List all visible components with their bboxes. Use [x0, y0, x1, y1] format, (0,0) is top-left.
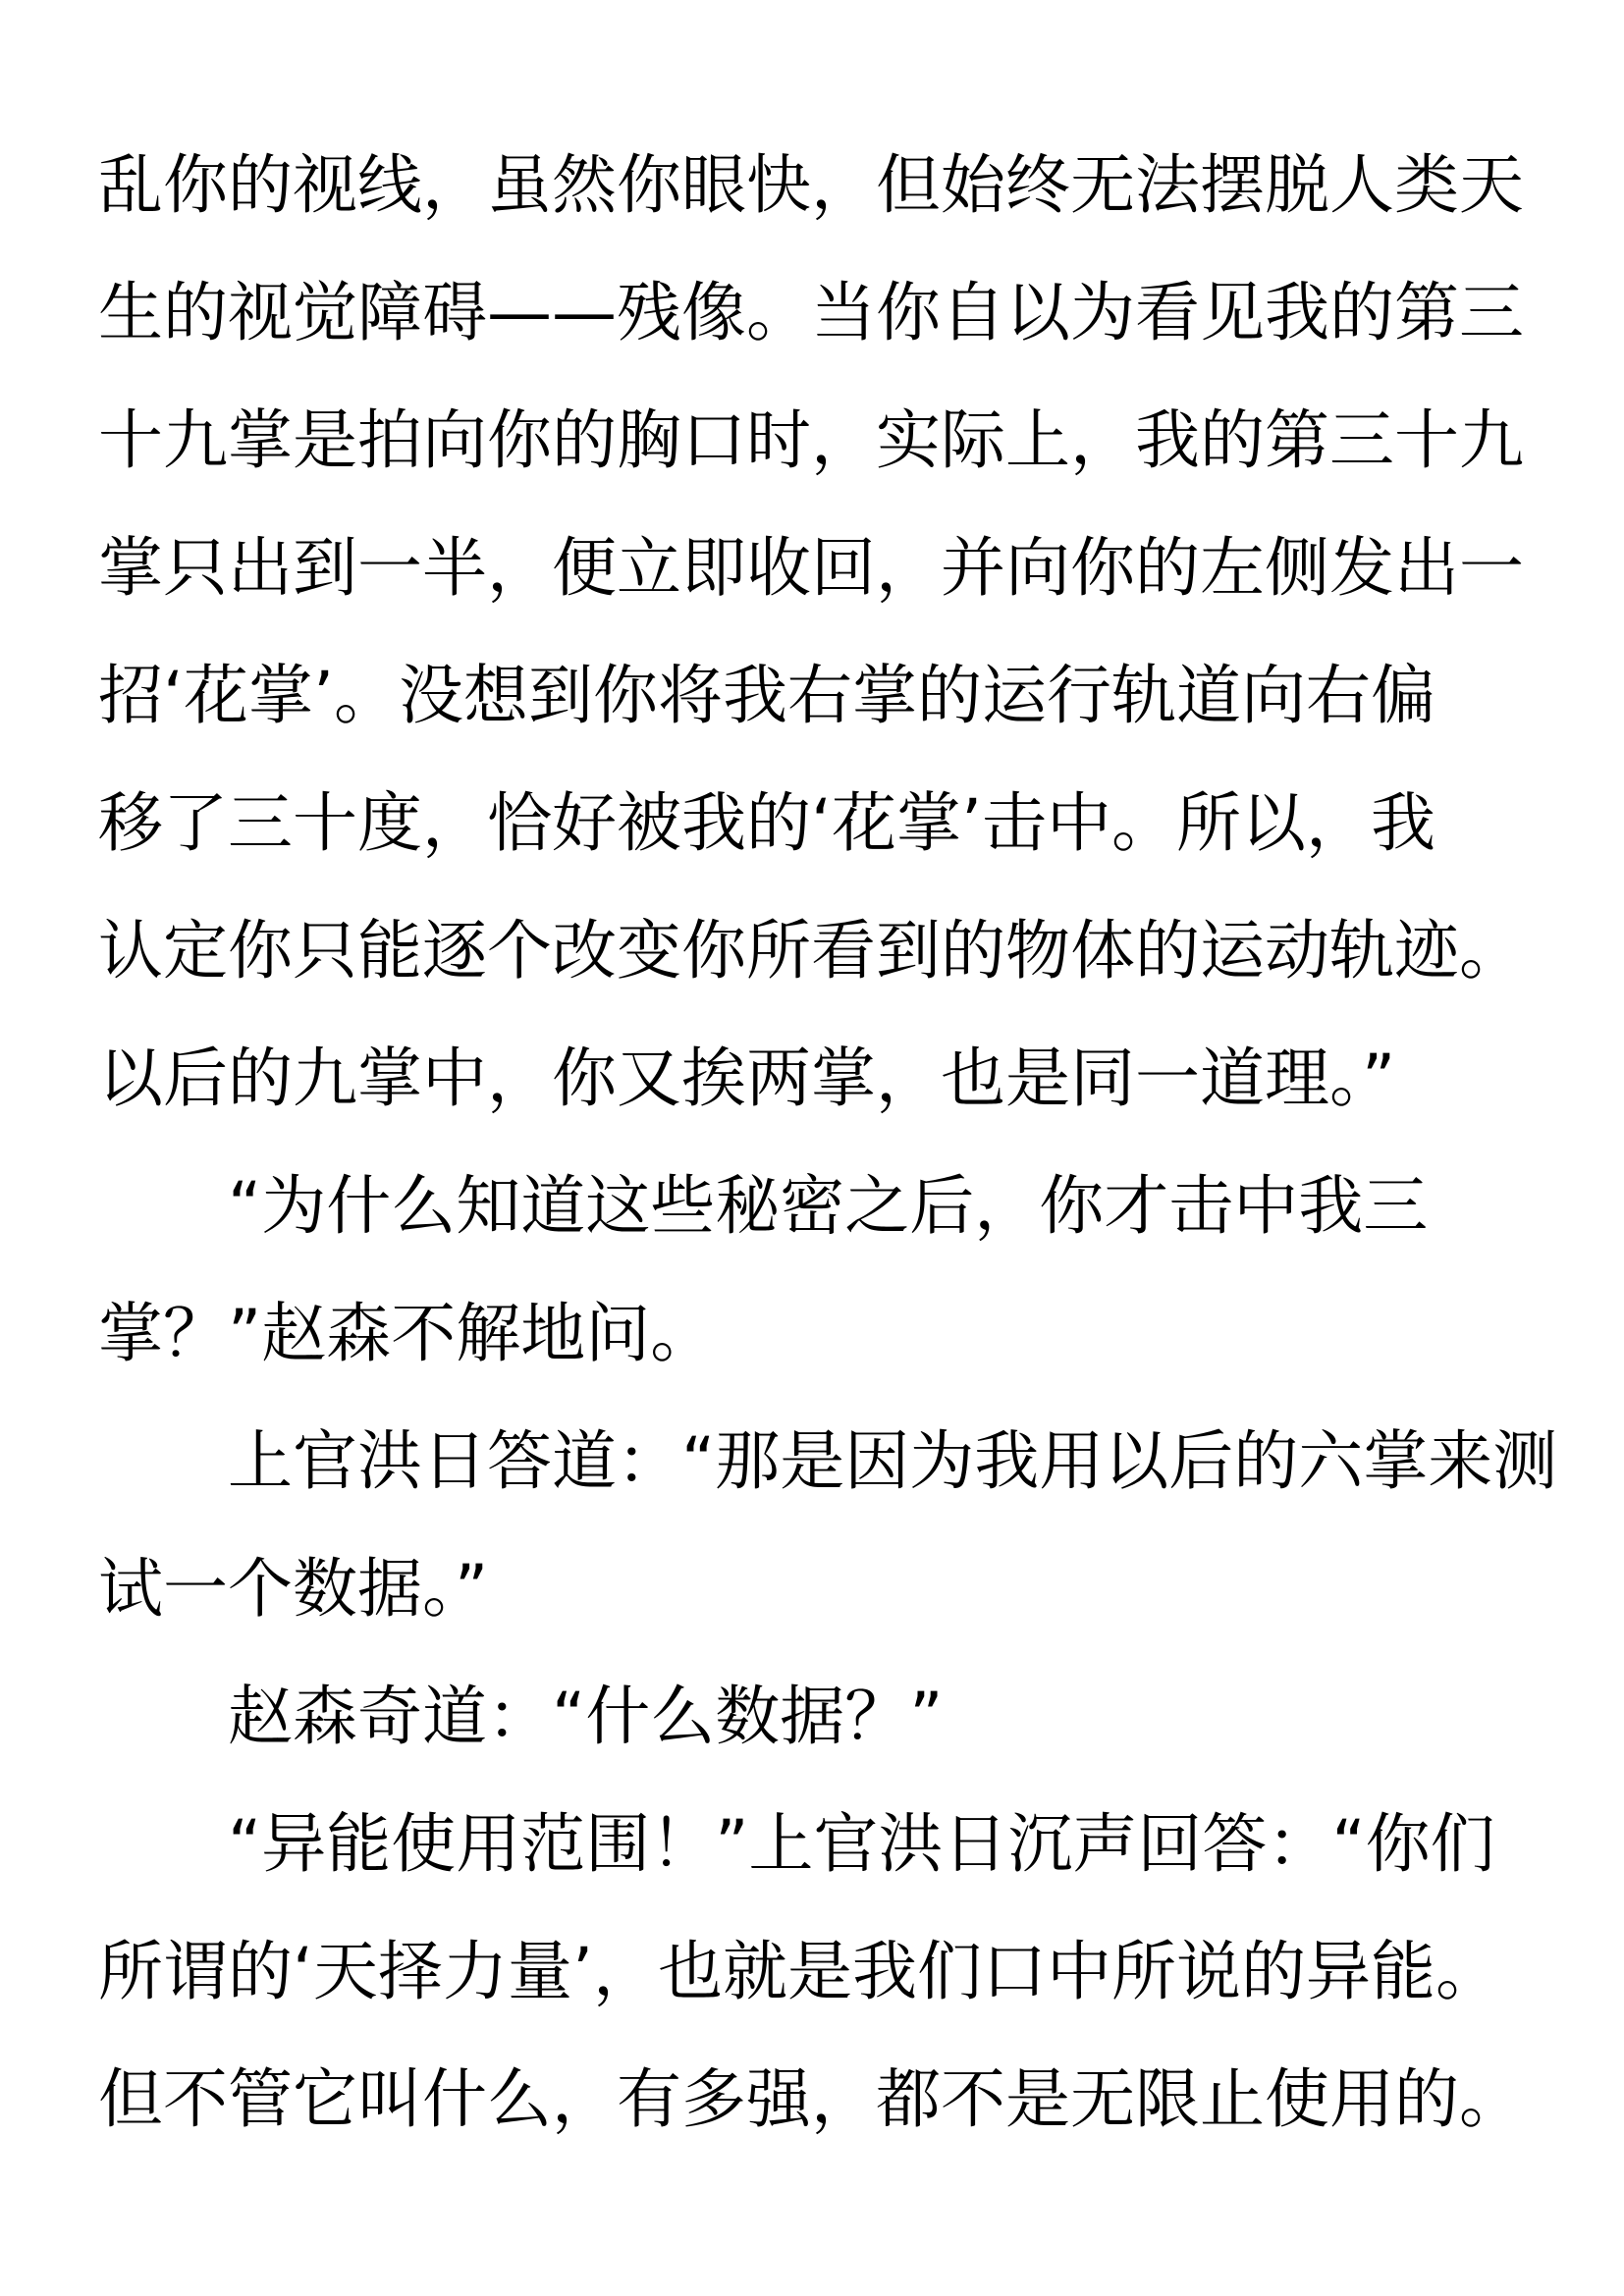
- text-line: 十九掌是拍向你的胸口时，实际上，我的第三十九: [98, 402, 1524, 478]
- text-line: 所谓的‘天择力量’，也就是我们口中所说的异能。: [98, 1934, 1500, 2009]
- text-line: 试一个数据。”: [98, 1551, 489, 1627]
- text-line: “为什么知道这些秘密之后，你才击中我三: [228, 1168, 1429, 1244]
- text-line: 移了三十度，恰好被我的‘花掌’击中。所以，我: [98, 785, 1435, 861]
- text-line: 掌？”赵森不解地问。: [98, 1296, 716, 1371]
- text-line: 生的视觉障碍——残像。当你自以为看见我的第三: [98, 275, 1524, 350]
- text-line: 乱你的视线，虽然你眼快，但始终无法摆脱人类天: [98, 147, 1524, 223]
- text-line: “异能使用范围！”上官洪日沉声回答：“你们: [228, 1806, 1495, 1882]
- text-line: 掌只出到一半，便立即收回，并向你的左侧发出一: [98, 530, 1524, 606]
- text-line: 赵森奇道：“什么数据？”: [228, 1679, 944, 1754]
- text-line: 但不管它叫什么，有多强，都不是无限止使用的。: [98, 2061, 1524, 2137]
- text-line: 认定你只能逐个改变你所看到的物体的运动轨迹。: [98, 913, 1524, 988]
- text-line: 以后的九掌中，你又挨两掌，也是同一道理。”: [98, 1041, 1396, 1116]
- text-line: 上官洪日答道：“那是因为我用以后的六掌来测: [228, 1423, 1558, 1499]
- text-line: 招‘花掌’。没想到你将我右掌的运行轨道向右偏: [98, 658, 1435, 733]
- body-text: [98, 122, 1558, 2163]
